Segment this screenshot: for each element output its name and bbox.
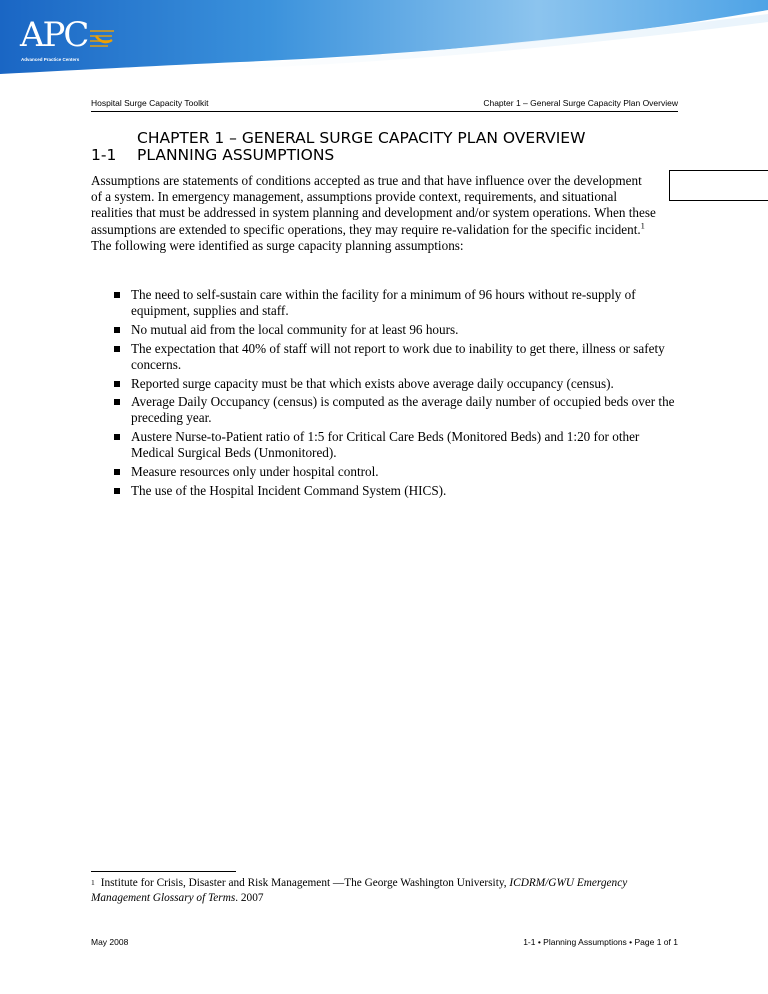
footer-page-info: 1-1 • Planning Assumptions • Page 1 of 1 (523, 937, 678, 947)
footer-date: May 2008 (91, 937, 129, 947)
footnote-reference[interactable]: 1 (640, 220, 645, 231)
footnote-number: 1 (91, 878, 95, 887)
list-item-text: Average Daily Occupancy (census) is computed as the average daily number of occupied beds over the preceding year. (131, 394, 675, 426)
section-heading (91, 146, 334, 164)
list-item (112, 322, 684, 338)
list-item (112, 341, 684, 373)
list-item-text: No mutual aid from the local community for at least 96 hours. (131, 321, 459, 337)
bullet-square-icon (114, 292, 120, 298)
header-rule (91, 111, 678, 112)
running-header-left: Hospital Surge Capacity Toolkit (91, 98, 209, 108)
margin-box (669, 170, 768, 201)
bullet-square-icon (114, 327, 120, 333)
list-item-text: Measure resources only under hospital control. (131, 464, 379, 480)
section-number: 1-1 (91, 146, 117, 164)
bullet-square-icon (114, 434, 120, 440)
assumptions-list (112, 287, 684, 501)
header-banner (0, 0, 768, 80)
list-item (112, 464, 684, 480)
bullet-square-icon (114, 399, 120, 405)
bullet-square-icon (114, 469, 120, 475)
footnote-title: ICDRM/GWU Emergency Management Glossary of Terms (91, 877, 628, 904)
list-item-text: Reported surge capacity must be that which exists above average daily occupancy (census). (131, 375, 614, 391)
list-item (112, 376, 684, 392)
apc-logo: APC (20, 15, 88, 55)
footnote-separator (91, 871, 236, 872)
footnote-tail: . 2007 (235, 891, 264, 904)
list-item (112, 287, 684, 319)
intro-paragraph (91, 173, 656, 254)
list-item-text: The use of the Hospital Incident Command System (HICS). (131, 482, 447, 498)
bullet-square-icon (114, 381, 120, 387)
list-item (112, 483, 684, 499)
bullet-square-icon (114, 488, 120, 494)
running-header-right: Chapter 1 – General Surge Capacity Plan Overview (483, 98, 678, 108)
bullet-square-icon (114, 346, 120, 352)
list-item (112, 429, 684, 461)
apc-logo-subtitle: Advanced Practice Centers (21, 57, 80, 62)
footnote (91, 876, 651, 905)
list-item-text: The need to self-sustain care within the facility for a minimum of 96 hours without re-supply of equipment, supplies and staff. (131, 287, 636, 319)
section-title: PLANNING ASSUMPTIONS (137, 146, 335, 164)
chapter-title: CHAPTER 1 – GENERAL SURGE CAPACITY PLAN OVERVIEW (137, 129, 586, 147)
list-item (112, 394, 684, 426)
banner-graphic (0, 0, 768, 80)
list-item-text: Austere Nurse-to-Patient ratio of 1:5 for Critical Care Beds (Monitored Beds) and 1:20 for other Medical Surgical Beds (Unmonitored). (131, 429, 640, 461)
intro-text-continued: The following were identified as surge capacity planning assumptions: (91, 237, 464, 253)
list-item-text: The expectation that 40% of staff will not report to work due to inability to get there, illness or safety concerns. (131, 340, 665, 372)
intro-text: Assumptions are statements of conditions accepted as true and that have influence over the development of a system. In emergency management, assumptions provide context, requirements, and situational realities that must be addressed in system planning and development and/or system operations. When these assumptions are extended to specific operations, they may require re-validation for the specific incident. (91, 173, 656, 237)
footnote-text: Institute for Crisis, Disaster and Risk Management —The George Washington University, (100, 877, 510, 889)
